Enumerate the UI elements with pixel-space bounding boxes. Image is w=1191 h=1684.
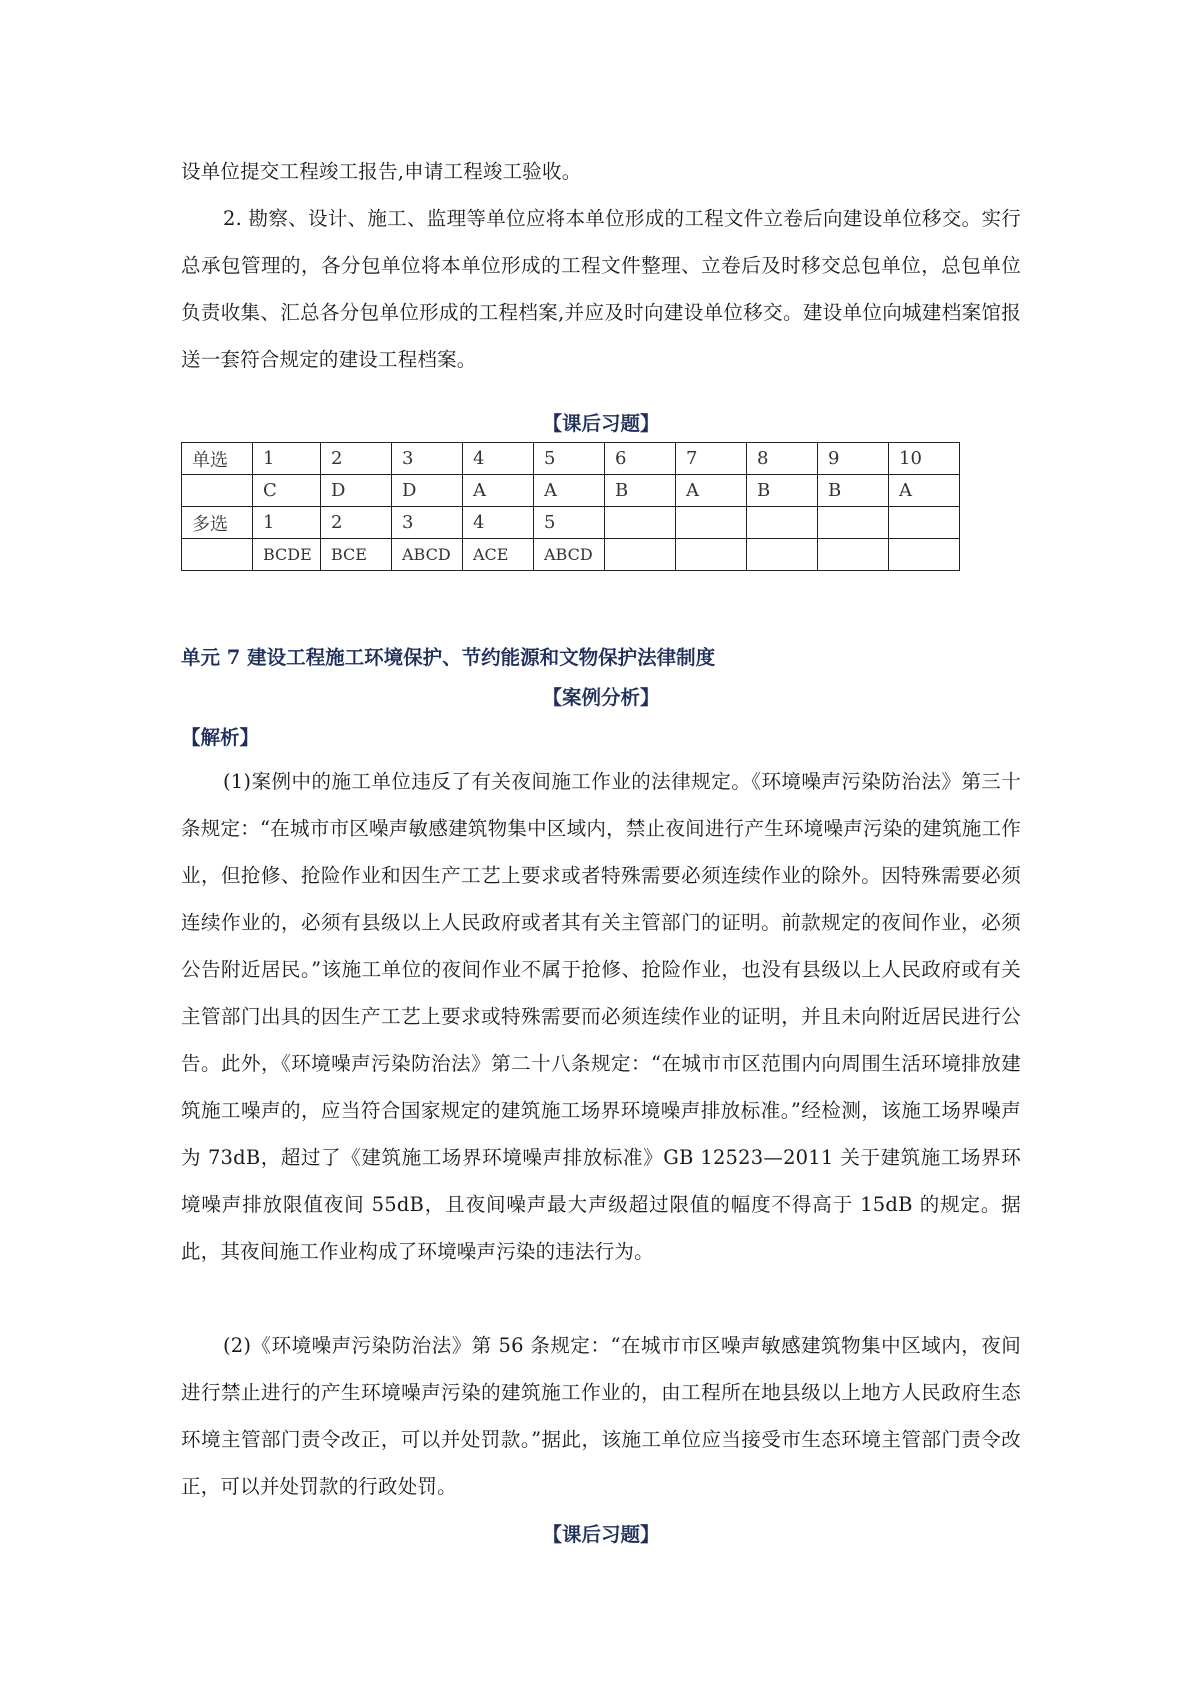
table-cell: 7	[676, 443, 747, 475]
analysis-paragraph-1: (1)案例中的施工单位违反了有关夜间施工作业的法律规定。《环境噪声污染防治法》第三十条规定：“在城市市区噪声敏感建筑物集中区域内，禁止夜间进行产生环境噪声污染的建筑施工作业，但抢修、抢险作业和因生产工艺上要求或者特殊需要必须连续作业的除外。因特殊需要必须连续作业的，必须有县级以上人民政府或者其有关主管部门的证明。前款规定的夜间作业，必须公告附近居民。”该施工单位的夜间作业不属于抢修、抢险作业，也没有县级以上人民政府或有关主管部门出具的因生产工艺上要求或特殊需要而必须连续作业的证明，并且未向附近居民进行公告。此外，《环境噪声污染防治法》第二十八条规定：“在城市市区范围内向周围生活环境排放建筑施工噪声的，应当符合国家规定的建筑施工场界环境噪声排放标准。”经检测，该施工场界噪声为 73dB，超过了《建筑施工场界环境噪声排放标准》GB 12523—2011 关于建筑施工场界环境噪声排放限值夜间 55dB，且夜间噪声最大声级超过限值的幅度不得高于 15dB 的规定。据此，其夜间施工作业构成了环境噪声污染的违法行为。	[181, 770, 1021, 1263]
table-cell: A	[889, 475, 960, 507]
unit-title: 单元 7 建设工程施工环境保护、节约能源和文物保护法律制度	[181, 646, 716, 669]
table-cell: 6	[605, 443, 676, 475]
table-cell: 1	[253, 507, 321, 539]
table-cell: B	[605, 475, 676, 507]
table-cell: A	[676, 475, 747, 507]
table-cell	[818, 507, 889, 539]
table-cell	[889, 539, 960, 571]
table-cell: BCDE	[253, 539, 321, 571]
table-cell	[605, 539, 676, 571]
table-cell: 多选	[182, 507, 253, 539]
table-cell: D	[321, 475, 392, 507]
table-cell: A	[534, 475, 605, 507]
table-cell: A	[463, 475, 534, 507]
table-row	[182, 539, 960, 571]
table-cell: C	[253, 475, 321, 507]
table-cell: D	[392, 475, 463, 507]
table-cell: B	[818, 475, 889, 507]
table-cell: 4	[463, 507, 534, 539]
table-row	[182, 443, 960, 475]
paragraph-2: 2. 勘察、设计、施工、监理等单位应将本单位形成的工程文件立卷后向建设单位移交。实行总承包管理的，各分包单位将本单位形成的工程文件整理、立卷后及时移交总包单位，总包单位负责收集、汇总各分包单位形成的工程档案,并应及时向建设单位移交。建设单位向城建档案馆报送一套符合规定的建设工程档案。	[181, 207, 1021, 371]
heading-exercises: 【课后习题】	[542, 412, 660, 435]
table-cell	[889, 507, 960, 539]
paragraph-continuation: 设单位提交工程竣工报告,申请工程竣工验收。	[181, 160, 582, 183]
table-cell: 2	[321, 443, 392, 475]
answer-table	[181, 442, 960, 571]
table-row	[182, 475, 960, 507]
analysis-paragraph-2: (2)《环境噪声污染防治法》第 56 条规定：“在城市市区噪声敏感建筑物集中区域内，夜间进行禁止进行的产生环境噪声污染的建筑施工作业的，由工程所在地县级以上地方人民政府生态环境主管部门责令改正，可以并处罚款。”据此，该施工单位应当接受市生态环境主管部门责令改正，可以并处罚款的行政处罚。	[181, 1334, 1021, 1498]
table-cell: 1	[253, 443, 321, 475]
table-cell	[818, 539, 889, 571]
table-cell: ACE	[463, 539, 534, 571]
table-cell	[747, 507, 818, 539]
heading-exercises-2: 【课后习题】	[542, 1523, 660, 1546]
table-cell	[676, 539, 747, 571]
table-cell: 8	[747, 443, 818, 475]
table-cell: BCE	[321, 539, 392, 571]
table-cell	[605, 507, 676, 539]
table-cell: ABCD	[392, 539, 463, 571]
table-cell: B	[747, 475, 818, 507]
table-cell: 4	[463, 443, 534, 475]
table-cell	[182, 539, 253, 571]
table-cell	[747, 539, 818, 571]
table-cell: 5	[534, 443, 605, 475]
table-row	[182, 507, 960, 539]
table-cell	[676, 507, 747, 539]
table-cell: 3	[392, 507, 463, 539]
table-cell: 2	[321, 507, 392, 539]
table-cell: 3	[392, 443, 463, 475]
table-cell: 5	[534, 507, 605, 539]
table-cell: ABCD	[534, 539, 605, 571]
heading-analysis: 【解析】	[181, 726, 260, 749]
table-cell: 单选	[182, 443, 253, 475]
table-cell: 9	[818, 443, 889, 475]
heading-case-analysis: 【案例分析】	[542, 686, 660, 709]
table-cell: 10	[889, 443, 960, 475]
table-cell	[182, 475, 253, 507]
